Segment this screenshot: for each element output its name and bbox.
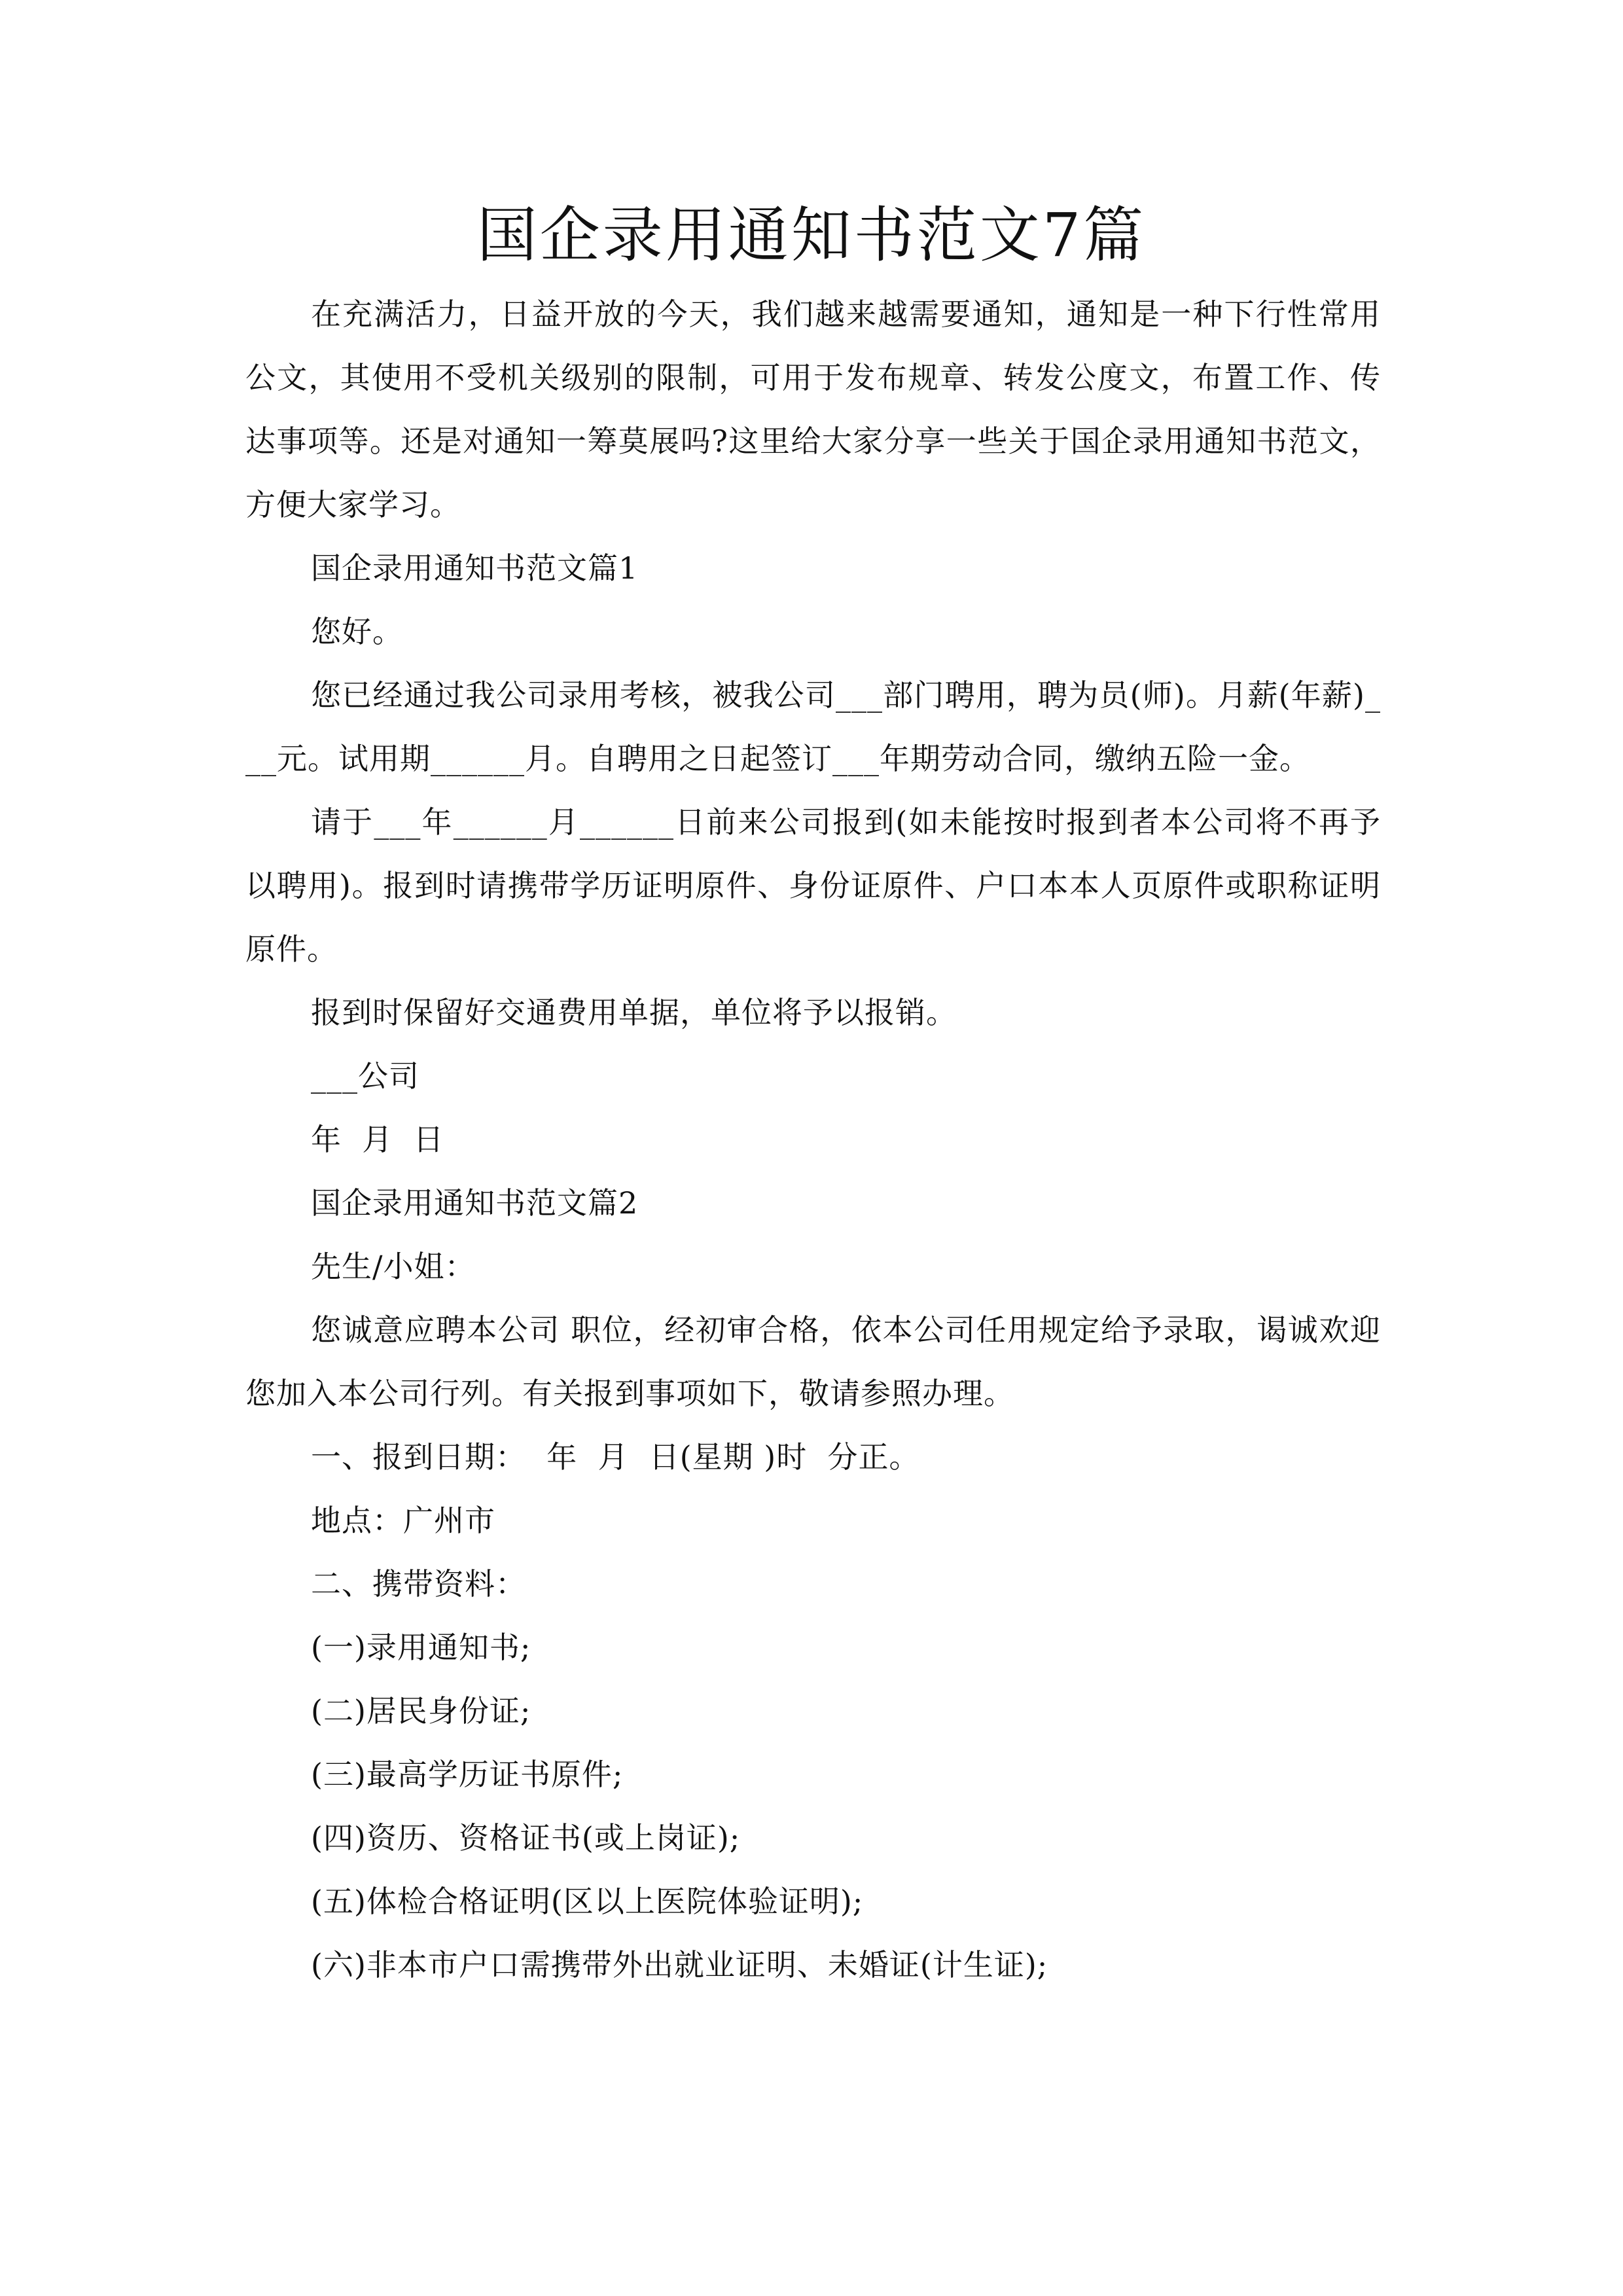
paragraph-report-instructions: 请于___年______月______日前来公司报到(如未能按时报到者本公司将不再予以聘用)。报到时请携带学历证明原件、身份证原件、户口本本人页原件或职称证明原件。	[245, 804, 1381, 967]
list-item-material-5: (五)体检合格证明(区以上医院体验证明);	[311, 1884, 864, 1919]
list-item-material-2: (二)居民身份证;	[311, 1693, 531, 1729]
list-item-material-4: (四)资历、资格证书(或上岗证);	[311, 1820, 741, 1856]
document-title: 国企录用通知书范文7篇	[476, 200, 1147, 270]
list-item-material-3: (三)最高学历证书原件;	[311, 1757, 624, 1792]
list-item-material-6: (六)非本市户口需携带外出就业证明、未婚证(计生证);	[311, 1947, 1048, 1982]
signature-date: 年 月 日	[311, 1122, 444, 1157]
section-heading-2: 国企录用通知书范文篇2	[311, 1185, 639, 1221]
list-item-location: 地点：广州市	[311, 1503, 495, 1538]
salutation: 先生/小姐：	[311, 1249, 476, 1284]
paragraph-welcome: 您诚意应聘本公司 职位，经初审合格，依本公司任用规定给予录取，谒诚欢迎您加入本公司行列。有关报到事项如下，敬请参照办理。	[245, 1312, 1381, 1411]
signature-company: ___公司	[311, 1058, 419, 1094]
list-item-materials-heading: 二、携带资料：	[311, 1566, 526, 1602]
list-item-material-1: (一)录用通知书;	[311, 1630, 531, 1665]
greeting: 您好。	[311, 614, 403, 649]
document-body	[245, 283, 1381, 1997]
section-heading-1: 国企录用通知书范文篇1	[311, 550, 639, 586]
paragraph-intro: 在充满活力，日益开放的今天，我们越来越需要通知，通知是一种下行性常用公文，其使用不受机关级别的限制，可用于发布规章、转发公度文，布置工作、传达事项等。还是对通知一筹莫展吗?这里给大家分享一些关于国企录用通知书范文，方便大家学习。	[245, 296, 1381, 522]
list-item-report-date: 一、报到日期： 年 月 日(星期 )时 分正。	[311, 1439, 920, 1475]
paragraph-reimbursement: 报到时保留好交通费用单据，单位将予以报销。	[311, 995, 957, 1030]
paragraph-offer-details: 您已经通过我公司录用考核，被我公司___部门聘用，聘为员(师)。月薪(年薪)___元。试用期______月。自聘用之日起签订___年期劳动合同，缴纳五险一金。	[245, 677, 1381, 776]
